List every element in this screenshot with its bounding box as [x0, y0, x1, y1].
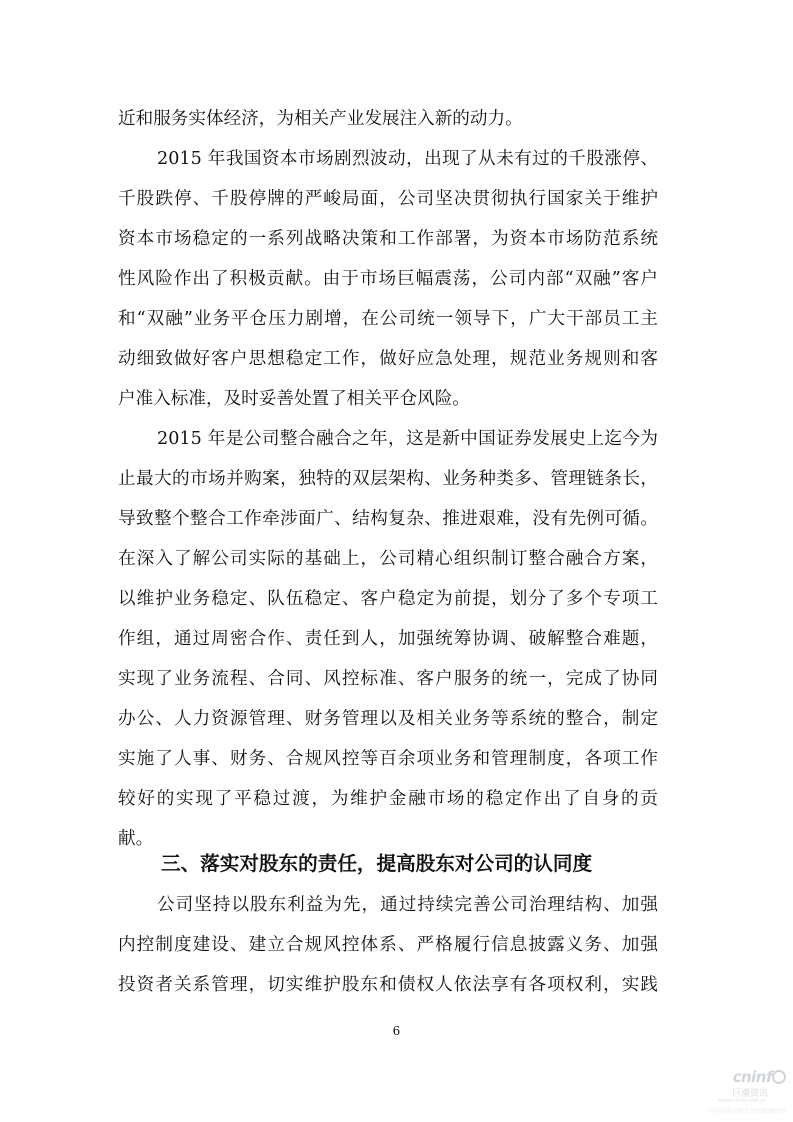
text-line: 近和服务实体经济，为相关产业发展注入新的动力。	[118, 109, 523, 129]
watermark-subtitle: 中国证监会指定信息披露网站	[707, 1108, 786, 1115]
watermark-url: www.cninfo.com.cn	[717, 1098, 766, 1104]
text-line: 千股跌停、千股停牌的严峻局面，公司坚决贯彻执行国家关于维护	[118, 189, 658, 209]
text-line: 导致整个整合工作牵涉面广、结构复杂、推进艰难，没有先例可循。	[118, 509, 658, 529]
text-line: 实施了人事、财务、合规风控等百余项业务和管理制度，各项工作	[118, 749, 658, 769]
text-line: 较好的实现了平稳过渡，为维护金融市场的稳定作出了自身的贡	[118, 789, 658, 809]
text-line: 资本市场稳定的一系列战略决策和工作部署，为资本市场防范系统	[118, 229, 658, 249]
text-line: 2015 年我国资本市场剧烈波动，出现了从未有过的千股涨停、	[157, 149, 658, 169]
section-heading: 三、落实对股东的责任，提高股东对公司的认同度	[161, 852, 593, 875]
page-number: 6	[392, 1024, 401, 1038]
text-line: 献。	[118, 829, 154, 849]
text-line: 户准入标准，及时妥善处置了相关平仓风险。	[118, 389, 470, 409]
watermark-chinese: 巨潮资讯	[731, 1089, 768, 1099]
text-line: 性风险作出了积极贡献。由于市场巨幅震荡，公司内部“双融”客户	[118, 269, 658, 289]
text-line: 作组，通过周密合作、责任到人，加强统筹协调、破解整合难题，	[118, 629, 658, 649]
text-line: 办公、人力资源管理、财务管理以及相关业务等系统的整合，制定	[118, 709, 658, 729]
text-line: 公司坚持以股东利益为先，通过持续完善公司治理结构、加强	[157, 895, 658, 915]
cninfo-logo-icon	[772, 1070, 786, 1084]
text-line: 止最大的市场并购案，独特的双层架构、业务种类多、管理链条长，	[118, 469, 658, 489]
text-line: 在深入了解公司实际的基础上，公司精心组织制订整合融合方案，	[118, 549, 658, 569]
text-line: 以维护业务稳定、队伍稳定、客户稳定为前提，划分了多个专项工	[118, 589, 658, 609]
text-line: 动细致做好客户思想稳定工作，做好应急处理，规范业务规则和客	[118, 349, 658, 369]
text-line: 和“双融”业务平仓压力剧增，在公司统一领导下，广大干部员工主	[118, 309, 658, 329]
text-line: 投资者关系管理，切实维护股东和债权人依法享有各项权利，实践	[118, 975, 658, 995]
text-line: 内控制度建设、建立合规风控体系、严格履行信息披露义务、加强	[118, 935, 658, 955]
text-line: 实现了业务流程、合同、风控标准、客户服务的统一，完成了协同	[118, 669, 658, 689]
text-line: 2015 年是公司整合融合之年，这是新中国证券发展史上迄今为	[157, 429, 658, 449]
watermark-brand: cninf	[732, 1068, 772, 1086]
cninfo-watermark	[700, 1068, 790, 1118]
